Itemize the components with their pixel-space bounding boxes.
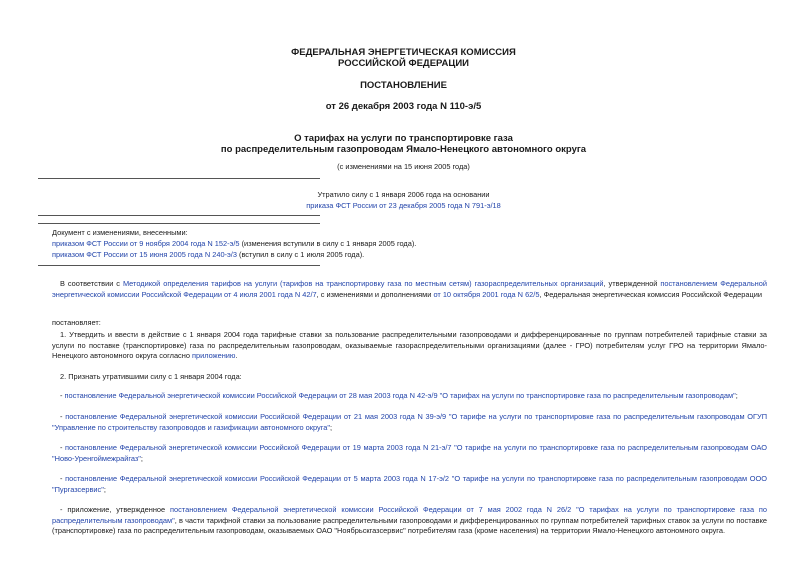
divider [38, 178, 320, 179]
changes-item: приказом ФСТ России от 9 ноября 2004 года N 152-э/5 (изменения вступили в силу с 1 января 2005 года). [52, 239, 417, 248]
doc-date-number: от 26 декабря 2003 года N 110-э/5 [325, 101, 482, 112]
expired-order-link[interactable]: приказа ФСТ России от 23 декабря 2005 года N 791-э/18 [306, 201, 501, 210]
amendment-note: (с изменениями на 15 июня 2005 года) [337, 162, 470, 171]
list-item: - приложение, утвержденное постановлением Федеральной энергетической комиссии Российской Федерации от 7 мая 2002 года N 26/2 "О тарифах на услуги по транспортировке газа по распределительным газопроводам", в части тарифной ставки за пользование распределительными газопроводами и дифференцированных по группам потребителей тарифных ставок за услуги по поставке (транспортировке) газа по распределительным газопроводам, оказываемых ОАО "Ноябрьскгазсервис" потребителям газа (кроме населения) на территории Ямало-Ненецкого автономного округа. [52, 505, 768, 535]
repealed-resolution-link-3[interactable]: постановление Федеральной энергетической комиссии Российской Федерации от 19 марта 2003 года N 21-э/7 "О тарифе на услуги по транспортировке газа по распределительным газопроводам ОАО "Ново-Уренгоймежрайгаз" [52, 443, 767, 463]
expired-note: Утратило силу с 1 января 2006 года на основании [317, 190, 490, 199]
divider [38, 265, 320, 266]
list-item: - постановление Федеральной энергетической комиссии Российской Федерации от 5 марта 2003 года N 17-э/2 "О тарифе на услуги по транспортировке газа по распределительным газопроводам ООО "Пургазсервис"; [52, 474, 768, 494]
list-item: - постановление Федеральной энергетической комиссии Российской Федерации от 19 марта 2003 года N 21-э/7 "О тарифе на услуги по транспортировке газа по распределительным газопроводам ОАО "Ново-Уренгоймежрайгаз"; [52, 443, 767, 463]
repealed-resolution-link-1[interactable]: постановление Федеральной энергетической комиссии Российской Федерации от 28 мая 2003 года N 42-э/9 "О тарифах на услуги по транспортировке газа по распределительным газопроводам" [64, 391, 736, 400]
change-order-link-2[interactable]: приказом ФСТ России от 15 июня 2005 года N 240-э/3 [52, 250, 237, 259]
amendment-link[interactable]: от 10 октября 2001 года N 62/5 [433, 289, 540, 299]
appendix-link[interactable]: приложению [192, 351, 236, 360]
paragraph-1: 1. Утвердить и ввести в действие с 1 января 2004 года тарифные ставки за пользование распределительными газопроводами и дифференцированные по группам потребителей тарифные ставки за услуги по поставке (транспортировке) газа по распределительным газопроводам, оказываемые газораспределительными организациями (далее - ГРО) потребителям услуг ГРО на территории Ямало-Ненецкого автономного округа согласно приложению. [52, 330, 767, 360]
change-order-link-1[interactable]: приказом ФСТ России от 9 ноября 2004 года N 152-э/5 [52, 239, 240, 248]
repealed-resolution-link-2[interactable]: постановление Федеральной энергетической комиссии Российской Федерации от 21 мая 2003 года N 39-э/9 "О тарифе на услуги по транспортировке газа по распределительным газопроводам ОГУП "Управление по строительству газопроводов и газификации автономного округа" [52, 412, 768, 432]
list-item: - постановление Федеральной энергетической комиссии Российской Федерации от 28 мая 2003 года N 42-э/9 "О тарифах на услуги по транспортировке газа по распределительным газопроводам"; [60, 391, 738, 400]
list-item: - постановление Федеральной энергетической комиссии Российской Федерации от 21 мая 2003 года N 39-э/9 "О тарифе на услуги по транспортировке газа по распределительным газопроводам ОГУП "Управление по строительству газопроводов и газификации автономного округа"; [52, 412, 768, 432]
divider [38, 215, 320, 216]
doc-title-line1: О тарифах на услуги по транспортировке газа [294, 133, 513, 144]
doc-title-line2: по распределительным газопроводам Ямало-Ненецкого автономного округа [220, 144, 587, 155]
resolves-label: постановляет: [52, 318, 101, 327]
repealed-resolution-link-4[interactable]: постановление Федеральной энергетической комиссии Российской Федерации от 5 марта 2003 года N 17-э/2 "О тарифе на услуги по транспортировке газа по распределительным газопроводам ООО "Пургазсервис" [52, 474, 768, 494]
country-name: РОССИЙСКОЙ ФЕДЕРАЦИИ [337, 58, 469, 69]
divider [38, 223, 320, 224]
preamble: В соответствии с Методикой определения тарифов на услуги (тарифов на транспортировку газа по местным сетям) газораспределительных организаций, утвержденной постановлением Федеральной энергетической комиссии Российской Федерации от 4 июля 2001 года N 42/7, с изменениями и дополнениями от 10 октября 2001 года N 62/5, Федеральная энергетическая комиссия Российской Федерации [52, 279, 767, 299]
resolution-link[interactable]: постановлением Федеральной энергетической комиссии Российской Федерации от 4 июля 2001 года N 42/7 [52, 279, 767, 299]
repealed-resolution-link-5[interactable]: постановлением Федеральной энергетической комиссии Российской Федерации от 7 мая 2002 года N 26/2 "О тарифах на услуги по транспортировке газа по распределительным газопроводам" [52, 505, 768, 525]
commission-name: ФЕДЕРАЛЬНАЯ ЭНЕРГЕТИЧЕСКАЯ КОМИССИЯ [291, 47, 516, 58]
doc-type: ПОСТАНОВЛЕНИЕ [360, 80, 447, 91]
changes-intro: Документ с изменениями, внесенными: [52, 228, 188, 237]
paragraph-2: 2. Признать утратившими силу с 1 января 2004 года: [60, 372, 242, 381]
methodology-link[interactable]: Методикой определения тарифов на услуги (тарифов на транспортировку газа по местным сетям) газораспределительных организаций [122, 279, 604, 288]
changes-item: приказом ФСТ России от 15 июня 2005 года N 240-э/3 (вступил в силу с 1 июля 2005 года). [52, 250, 365, 259]
